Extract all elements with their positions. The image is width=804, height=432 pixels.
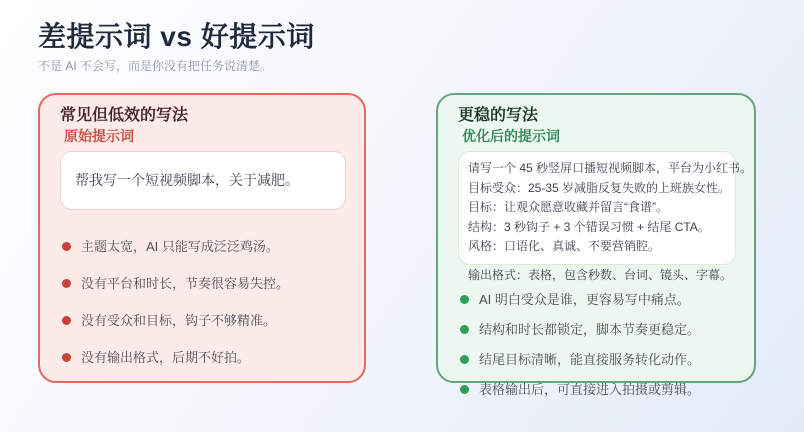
list-item — [60, 238, 346, 255]
bullet-text: 没有受众和目标，钩子不够精准。 — [81, 313, 277, 328]
bad-panel-subheading: 原始提示词 — [64, 128, 134, 144]
bullet-dot-icon — [460, 295, 469, 304]
prompt-line: 请写一个 45 秒竖屏口播短视频脚本，平台为小红书。 — [468, 161, 753, 175]
page-subtitle: 不是 AI 不会写，而是你没有把任务说清楚。 — [38, 59, 273, 73]
bullet-text: AI 明白受众是谁，更容易写中痛点。 — [479, 291, 690, 307]
bad-prompt-panel — [38, 93, 366, 383]
prompt-line: 结构：3 秒钩子 + 3 个错误习惯 + 结尾 CTA。 — [468, 219, 710, 234]
bullet-dot-icon — [460, 355, 469, 364]
bad-bullet-list — [60, 238, 346, 366]
good-bullet-list — [458, 291, 736, 398]
prompt-overflow-line: 输出格式：表格，包含秒数、台词、镜头、字幕。 — [468, 267, 733, 282]
prompt-line: 目标：让观众愿意收藏并留言“食谱”。 — [468, 200, 668, 214]
list-item — [60, 312, 346, 329]
prompt-line: 风格：口语化、真诚、不要营销腔。 — [468, 239, 661, 253]
bullet-text: 主题太宽，AI 只能写成泛泛鸡汤。 — [81, 239, 279, 254]
good-panel-subheading: 优化后的提示词 — [462, 128, 560, 144]
bullet-text: 表格输出后，可直接进入拍摄或剪辑。 — [479, 381, 701, 397]
good-prompt-box — [458, 151, 753, 265]
page-header — [0, 0, 804, 74]
bullet-dot-icon — [460, 325, 469, 334]
good-prompt-panel — [436, 93, 756, 397]
bullet-text: 结尾目标清晰，能直接服务转化动作。 — [479, 351, 701, 367]
bullet-dot-icon — [62, 353, 71, 362]
bullet-dot-icon — [460, 385, 469, 394]
bullet-dot-icon — [62, 316, 71, 325]
bad-prompt-text: 帮我写一个短视频脚本，关于减肥。 — [75, 172, 299, 188]
list-item — [458, 291, 736, 308]
list-item — [458, 321, 736, 338]
list-item — [458, 351, 736, 368]
bullet-text: 没有输出格式，后期不好拍。 — [81, 350, 251, 365]
bullet-dot-icon — [62, 279, 71, 288]
list-item — [60, 275, 346, 292]
bad-prompt-box — [60, 151, 346, 210]
comparison-panels — [38, 93, 756, 397]
prompt-line: 目标受众：25-35 岁减脂反复失败的上班族女性。 — [468, 180, 731, 195]
bullet-text: 结构和时长都锁定，脚本节奏更稳定。 — [479, 321, 701, 337]
bullet-dot-icon — [62, 242, 71, 251]
bullet-text: 没有平台和时长，节奏很容易失控。 — [81, 276, 290, 291]
list-item — [458, 381, 736, 398]
good-panel-heading: 更稳的写法 — [458, 107, 539, 124]
bad-panel-heading: 常见但低效的写法 — [60, 107, 189, 124]
page-title: 差提示词 vs 好提示词 — [38, 21, 315, 52]
list-item — [60, 349, 346, 366]
